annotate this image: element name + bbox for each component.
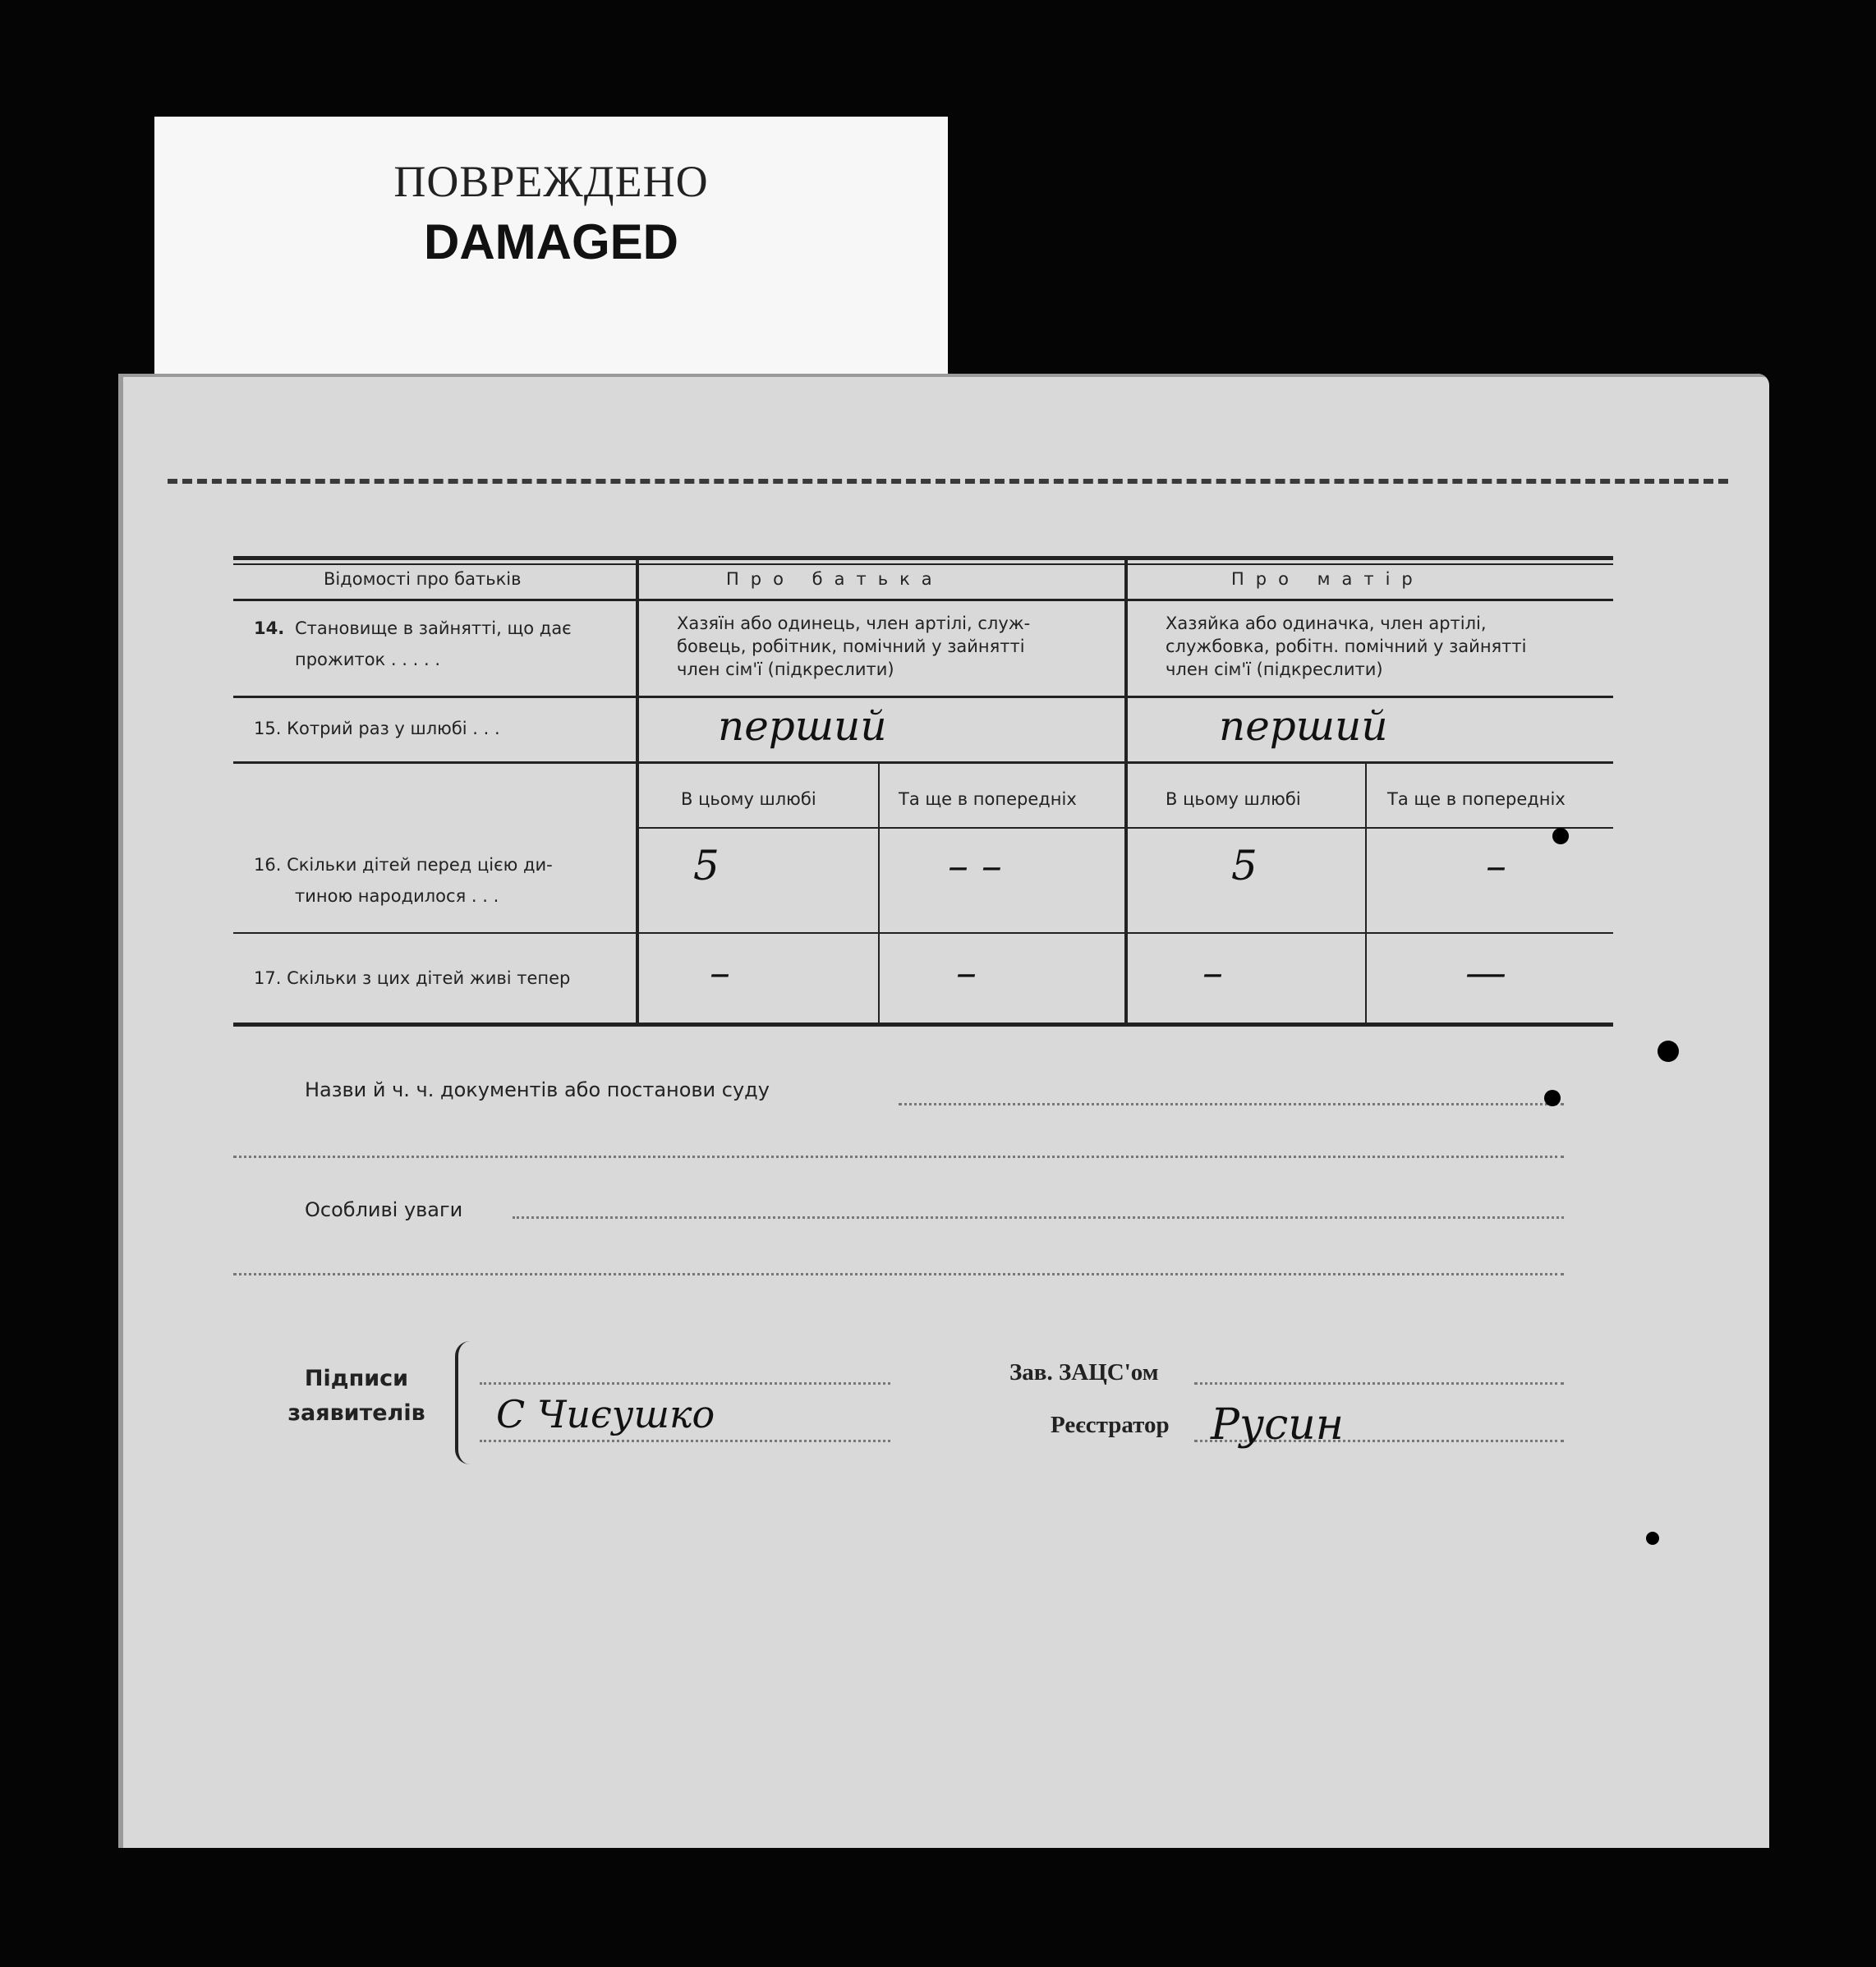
applicants-brace — [455, 1341, 473, 1464]
table-top-rule — [233, 556, 1613, 560]
row14-father-line3: член сім'ї (підкреслити) — [677, 659, 894, 679]
documents-line-2 — [233, 1156, 1564, 1158]
applicant-sign-line-2 — [480, 1440, 890, 1442]
punch-hole — [1544, 1090, 1561, 1106]
remarks-line-2 — [233, 1273, 1564, 1275]
registrar-label: Реєстратор — [1051, 1412, 1170, 1438]
row14-rule — [233, 696, 1613, 698]
row16-rule — [233, 932, 1613, 934]
damaged-label-english: DAMAGED — [424, 214, 678, 269]
table-bottom-rule — [233, 1023, 1613, 1027]
documents-label: Назви й ч. ч. документів або постанови суду — [305, 1078, 770, 1101]
row17-father-this: – — [710, 949, 730, 996]
remarks-line-1 — [513, 1216, 1564, 1219]
row14-father-line1: Хазяїн або одинець, член артілі, служ- — [677, 614, 1031, 633]
remarks-label: Особливі уваги — [305, 1198, 463, 1221]
subheader-mother-this: В цьому шлюбі — [1166, 789, 1301, 809]
documents-line-1 — [899, 1103, 1564, 1105]
row14-label-line1: Становище в зайнятті, що дає — [295, 618, 572, 638]
row16-father-this: 5 — [693, 842, 720, 889]
col-divider-1 — [636, 556, 639, 1023]
row14-mother-line1: Хазяйка або одиначка, член артілі, — [1166, 614, 1487, 633]
head-sign-line — [1194, 1382, 1564, 1385]
row17-label: 17. Скільки з цих дітей живі тепер — [254, 968, 571, 988]
subheader-father-this: В цьому шлюбі — [681, 789, 816, 809]
header-rule — [233, 599, 1613, 601]
row14-mother-line2: службовка, робітн. помічний у зайнятті — [1166, 637, 1527, 656]
document-sheet — [118, 374, 1769, 1848]
header-about-father: Про батька — [726, 569, 944, 589]
header-parents-info: Відомості про батьків — [324, 569, 522, 589]
punch-hole — [1552, 828, 1569, 844]
row16-label-line2: тиною народилося . . . — [295, 886, 499, 906]
row14-label-line2: прожиток . . . . . — [295, 650, 440, 669]
subheader-father-previous: Та ще в попередніх — [899, 789, 1077, 809]
punch-hole — [1646, 1532, 1659, 1545]
col-divider-2 — [1124, 556, 1128, 1023]
table-top-rule-thin — [233, 563, 1613, 565]
applicants-signatures-title-line1: Підписи — [304, 1366, 409, 1391]
row14-father-line2: бовець, робітник, помічний у зайнятті — [677, 637, 1025, 656]
row16-mother-prev: – — [1486, 842, 1506, 889]
row17-mother-prev: — — [1465, 949, 1506, 996]
row16-label-line1: 16. Скільки дітей перед цією ди- — [254, 855, 553, 875]
head-zags-label: Зав. ЗАЦС'ом — [1009, 1359, 1159, 1386]
subheader-mother-previous: Та ще в попередніх — [1387, 789, 1566, 809]
header-about-mother: Про матір — [1231, 569, 1424, 589]
row15-father-value: перший — [718, 702, 887, 750]
parents-info-table — [233, 556, 1613, 1377]
row15-mother-value: перший — [1219, 702, 1388, 750]
row15-label: 15. Котрий раз у шлюбі . . . — [254, 719, 500, 738]
perforation-line — [168, 479, 1728, 484]
row16-mother-this: 5 — [1231, 842, 1258, 889]
row17-father-prev: – — [956, 949, 977, 996]
damaged-label-card — [154, 117, 948, 378]
row17-mother-this: – — [1202, 949, 1223, 996]
col-divider-father-sub — [878, 761, 880, 1023]
applicants-signatures-title-line2: заявителів — [287, 1400, 425, 1426]
row15-rule — [233, 761, 1613, 764]
damaged-label-ukrainian: ПОВРЕЖДЕНО — [393, 157, 709, 206]
registrar-signature: Русин — [1211, 1400, 1345, 1450]
col-divider-mother-sub — [1365, 761, 1367, 1023]
row16-father-prev: – – — [948, 842, 1002, 889]
row14-number: 14. — [254, 618, 285, 638]
applicant-sign-line-1 — [480, 1382, 890, 1385]
applicant-signature: С Чиєушко — [496, 1392, 715, 1436]
row14-mother-line3: член сім'ї (підкреслити) — [1166, 659, 1383, 679]
punch-hole — [1658, 1041, 1679, 1062]
